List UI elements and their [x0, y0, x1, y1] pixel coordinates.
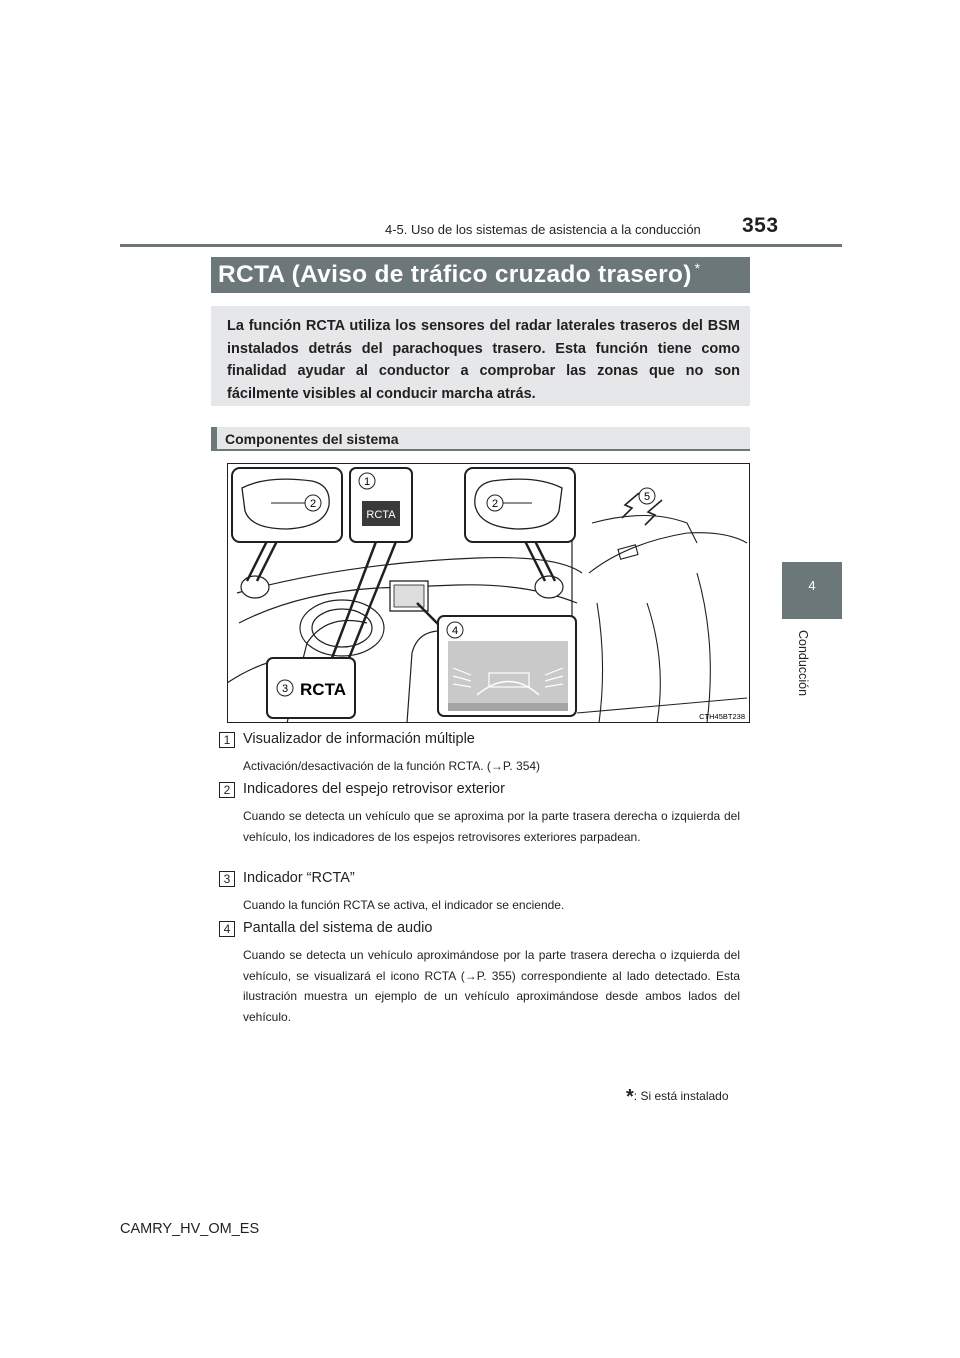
svg-text:2: 2 [309, 498, 317, 510]
subheading: Componentes del sistema [225, 431, 399, 447]
item-number-3: 3 [219, 871, 235, 887]
intro-text: La función RCTA utiliza los sensores del radar laterales traseros del BSM instalados detrás del parachoques trasero. Esta función tiene como finalidad ayudar al conductor a comprobar las zonas que no son fácilmente visibles al conducir marcha atrás. [227, 318, 740, 402]
indicator-rcta-label: RCTA [300, 680, 346, 699]
mid-rcta-label: RCTA [366, 509, 396, 521]
item-body-1: Activación/desactivación de la función RCTA. (→P. 354) [243, 759, 541, 773]
header-rule [120, 244, 842, 247]
item-title-1: Visualizador de información múltiple [243, 731, 475, 747]
page-title: RCTA (Aviso de tráfico cruzado trasero) * [218, 260, 701, 288]
chapter-tab-number: 4 [808, 578, 816, 593]
item-body-4: Cuando se detecta un vehículo aproximándose por la parte trasera derecha o izquierda del vehículo, se visualizará el icono RCTA (→P. 355) correspondiente al lado detectado. Esta ilustración muestra un ejemplo de un vehículo aproximándose desde ambos lados del vehículo. [243, 948, 740, 1024]
item-title-2: Indicadores del espejo retrovisor exterior [243, 781, 505, 797]
footnote-star: * [626, 1086, 634, 1108]
item-body-3: Cuando la función RCTA se activa, el indicador se enciende. [243, 898, 565, 912]
svg-text:5: 5 [643, 491, 651, 503]
item-title-3: Indicador “RCTA” [243, 870, 355, 886]
svg-text:1: 1 [363, 476, 371, 488]
system-components-illustration [227, 463, 750, 723]
item-number-2: 2 [219, 782, 235, 798]
item-number-1: 1 [219, 732, 235, 748]
section-header: 4-5. Uso de los sistemas de asistencia a la conducción [385, 222, 701, 237]
footnote-text: : Si está instalado [633, 1089, 729, 1103]
document-id: CAMRY_HV_OM_ES [120, 1221, 260, 1237]
footnote [626, 1086, 729, 1109]
item-number-4: 4 [219, 921, 235, 937]
svg-text:4: 4 [451, 625, 459, 637]
title-marker: * [694, 260, 701, 276]
svg-text:2: 2 [491, 498, 499, 510]
item-body-2: Cuando se detecta un vehículo que se aproxima por la parte trasera derecha o izquierda del vehículo, los indicadores de los espejos retrovisores exteriores parpadean. [243, 809, 740, 844]
svg-text:3: 3 [281, 683, 289, 695]
page-number: 353 [742, 214, 779, 237]
figure-code: CTH45BT238 [699, 712, 745, 721]
subheading-stripe [211, 427, 217, 451]
item-title-4: Pantalla del sistema de audio [243, 920, 433, 936]
chapter-tab-label: Conducción [796, 630, 810, 697]
